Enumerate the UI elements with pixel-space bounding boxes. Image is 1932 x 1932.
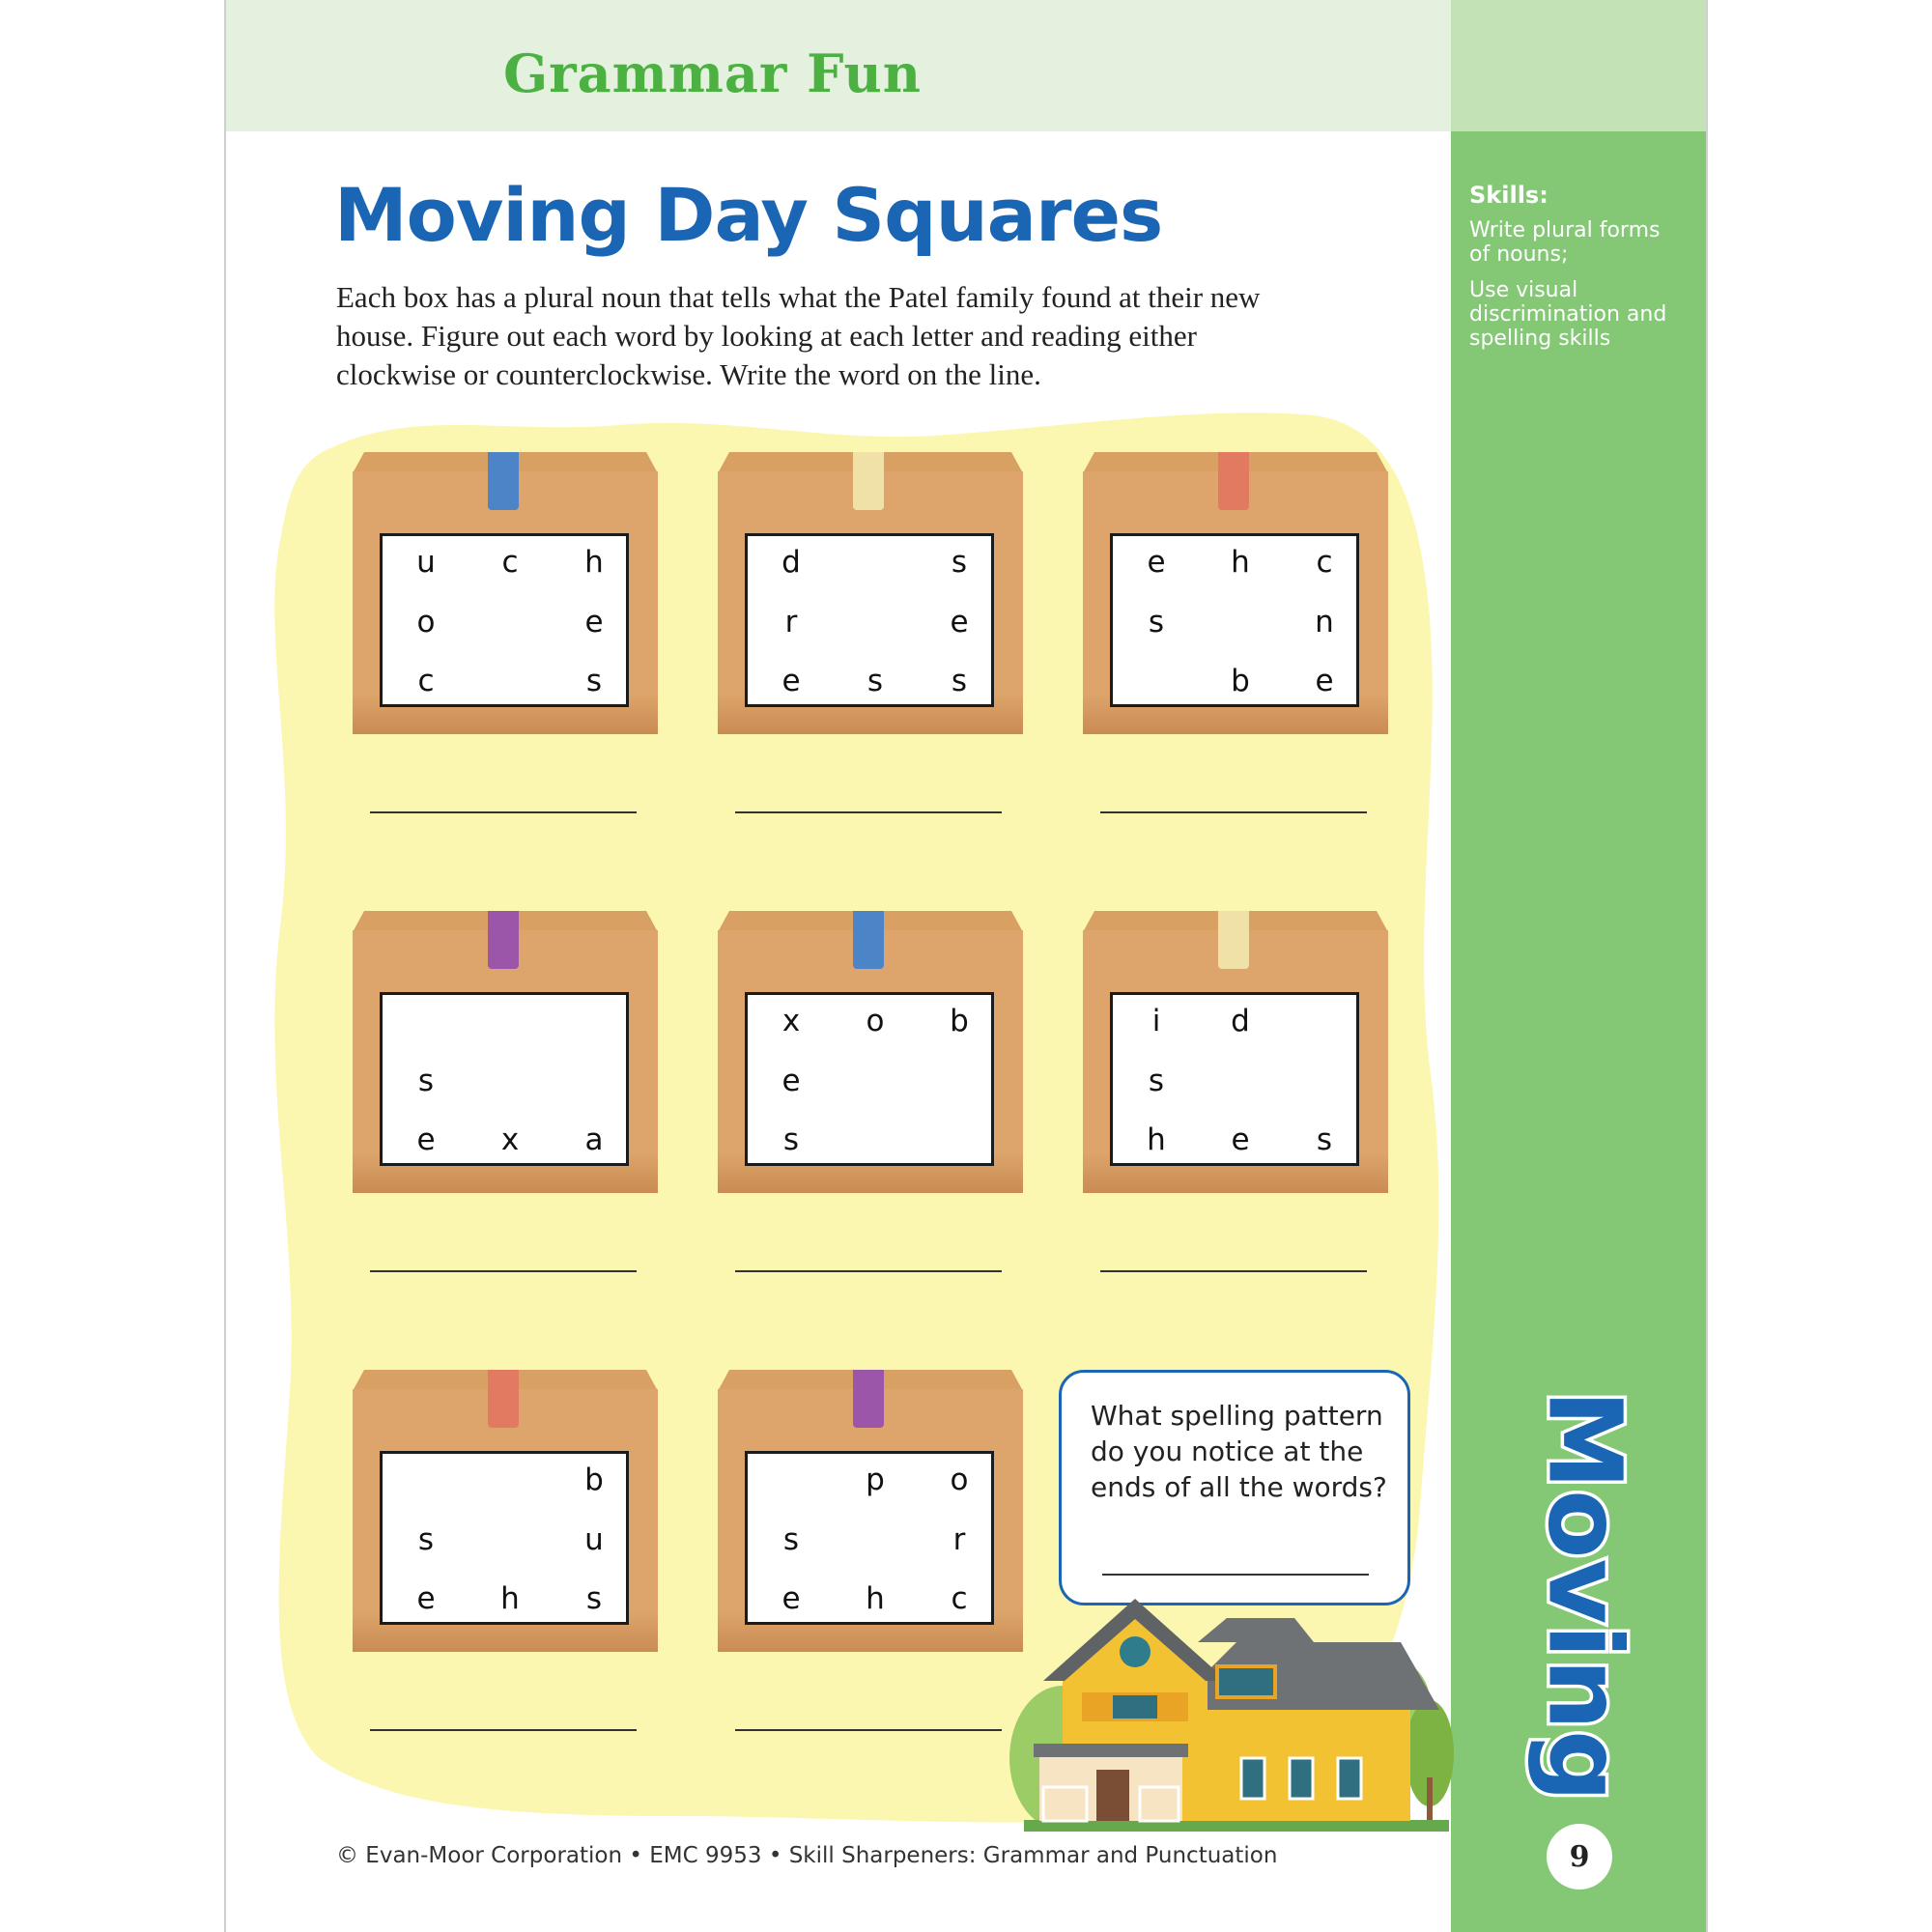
puzzle-letter: e (781, 1064, 801, 1098)
box-tape (853, 1370, 884, 1428)
puzzle-letter: o (416, 605, 436, 639)
instructions: Each box has a plural noun that tells what the Patel family found at their new house. Figure out each word by looking at each letter and reading either clockwise or counterclockwise. Write the word on the line. (336, 280, 1261, 391)
puzzle-letter: n (1315, 605, 1334, 639)
puzzle-letter: c (501, 545, 519, 580)
puzzle-letter: b (584, 1463, 604, 1497)
skill-item: Write plural forms of nouns; (1469, 218, 1661, 267)
moving-box (353, 1370, 658, 1652)
puzzle-letter: b (950, 1004, 969, 1038)
answer-line[interactable] (735, 811, 1002, 813)
puzzle-letter: b (1231, 664, 1250, 698)
puzzle-letter: e (1231, 1122, 1250, 1157)
puzzle-letter: p (866, 1463, 885, 1497)
puzzle-letter: s (782, 1122, 800, 1157)
page-number: 9 (1547, 1824, 1612, 1889)
box-tape (853, 911, 884, 969)
puzzle-letter: s (867, 664, 884, 698)
answer-line[interactable] (370, 1729, 637, 1731)
puzzle-letter: s (417, 1522, 435, 1557)
puzzle-letter: h (1231, 545, 1250, 580)
puzzle-letter: e (584, 605, 604, 639)
page-edge-right (1706, 0, 1708, 1932)
moving-box (718, 1370, 1023, 1652)
sidebar-top (1451, 0, 1706, 131)
puzzle-letter: s (951, 545, 968, 580)
puzzle-letter: d (1231, 1004, 1250, 1038)
puzzle-letter: o (950, 1463, 969, 1497)
puzzle-letter: c (1316, 545, 1333, 580)
puzzle-letter: e (781, 664, 801, 698)
box-tape (488, 452, 519, 510)
moving-box (1083, 911, 1388, 1193)
puzzle-letter: o (866, 1004, 885, 1038)
box-tape (1218, 452, 1249, 510)
answer-line[interactable] (735, 1729, 1002, 1731)
moving-box (718, 452, 1023, 734)
puzzle-letter: h (866, 1581, 885, 1616)
moving-box (1083, 452, 1388, 734)
theme-word: Moving (1525, 1389, 1643, 1803)
puzzle-letter: r (952, 1522, 966, 1557)
box-tape (853, 452, 884, 510)
puzzle-letter: x (781, 1004, 801, 1038)
puzzle-letter: u (584, 1522, 604, 1557)
puzzle-letter: a (584, 1122, 604, 1157)
moving-box (718, 911, 1023, 1193)
moving-box (353, 911, 658, 1193)
puzzle-letter: i (1151, 1004, 1161, 1038)
section-title: Grammar Fun (503, 43, 922, 104)
box-tape (1218, 911, 1249, 969)
question-text: What spelling pattern do you notice at the ends of all the words? (1091, 1400, 1387, 1503)
puzzle-letter: e (416, 1581, 436, 1616)
puzzle-letter: s (1316, 1122, 1333, 1157)
puzzle-letter: s (1148, 1064, 1165, 1098)
answer-line[interactable] (370, 811, 637, 813)
puzzle-letter: s (1148, 605, 1165, 639)
puzzle-letter: h (584, 545, 604, 580)
puzzle-letter: e (1147, 545, 1166, 580)
puzzle-letter: x (500, 1122, 520, 1157)
answer-line[interactable] (1100, 811, 1367, 813)
puzzle-letter: e (1315, 664, 1334, 698)
puzzle-letter: s (951, 664, 968, 698)
puzzle-letter: e (950, 605, 969, 639)
box-tape (488, 1370, 519, 1428)
answer-line[interactable] (370, 1270, 637, 1272)
question-bubble (1059, 1370, 1410, 1605)
answer-line[interactable] (735, 1270, 1002, 1272)
answer-line[interactable] (1100, 1270, 1367, 1272)
house-illustration (1005, 1584, 1459, 1835)
puzzle-letter: s (585, 664, 603, 698)
skill-item: Use visual discrimination and spelling skills (1469, 278, 1667, 351)
puzzle-letter: e (781, 1581, 801, 1616)
page-title: Moving Day Squares (334, 172, 1163, 258)
question-answer-line[interactable] (1102, 1574, 1369, 1576)
puzzle-letter: r (784, 605, 798, 639)
puzzle-letter: h (500, 1581, 520, 1616)
puzzle-letter: d (781, 545, 801, 580)
puzzle-letter: s (782, 1522, 800, 1557)
puzzle-letter: s (417, 1064, 435, 1098)
footer-credit: © Evan-Moor Corporation • EMC 9953 • Skill Sharpeners: Grammar and Punctuation (336, 1843, 1278, 1868)
skills-heading: Skills: (1469, 182, 1548, 209)
puzzle-letter: c (951, 1581, 968, 1616)
box-tape (488, 911, 519, 969)
puzzle-letter: e (416, 1122, 436, 1157)
puzzle-letter: u (416, 545, 436, 580)
puzzle-letter: c (417, 664, 435, 698)
moving-box (353, 452, 658, 734)
puzzle-letter: s (585, 1581, 603, 1616)
puzzle-letter: h (1147, 1122, 1166, 1157)
